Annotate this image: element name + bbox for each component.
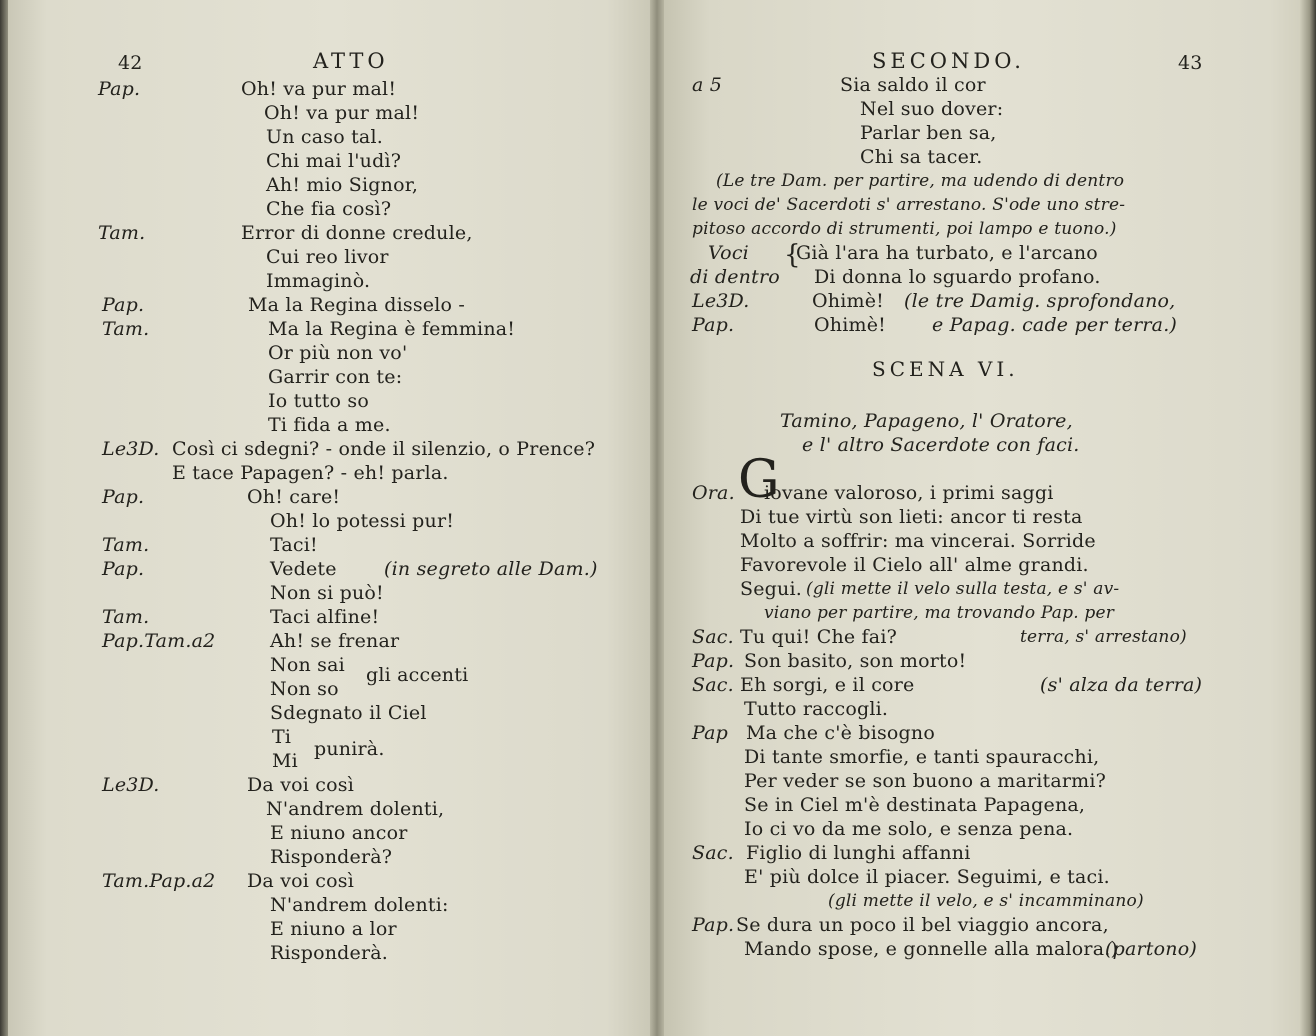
prose-line: Tutto raccogli. xyxy=(744,698,889,720)
prose-line: Favorevole il Cielo all' alme grandi. xyxy=(740,554,1089,576)
stage-direction: (in segreto alle Dam.) xyxy=(384,558,598,580)
verse-line: E niuno ancor xyxy=(270,822,408,844)
speaker-label: Sac. xyxy=(692,626,734,648)
verse-line: N'andrem dolenti: xyxy=(270,894,449,916)
verse-line: Da voi così xyxy=(247,870,354,892)
verse-line: punirà. xyxy=(314,738,385,760)
prose-line: Se dura un poco il bel viaggio ancora, xyxy=(736,914,1109,936)
running-header-right: SECONDO. xyxy=(872,49,1025,73)
verse-line: Di donna lo sguardo profano. xyxy=(814,266,1101,288)
verse-line: Sdegnato il Ciel xyxy=(270,702,427,724)
verse-line: Nel suo dover: xyxy=(860,98,1004,120)
verse-line: Or più non vo' xyxy=(268,342,408,364)
scene-characters: e l' altro Sacerdote con faci. xyxy=(802,434,1080,456)
prose-line: Ma che c'è bisogno xyxy=(746,722,935,744)
drop-cap: G xyxy=(738,450,780,510)
speaker-label: Pap. xyxy=(692,314,735,336)
verse-line: E tace Papagen? - eh! parla. xyxy=(172,462,449,484)
verse-line: Non sai xyxy=(270,654,345,676)
speaker-label: Pap. xyxy=(692,914,735,936)
verse-line: Ohimè! xyxy=(812,290,884,312)
verse-line: Ma la Regina disselo - xyxy=(248,294,466,316)
speaker-label: Le3D. xyxy=(102,774,160,796)
speaker-label: Pap. xyxy=(98,78,141,100)
speaker-label: Pap. xyxy=(102,558,145,580)
verse-line: Già l'ara ha turbato, e l'arcano xyxy=(796,242,1098,264)
speaker-label: Tam.Pap.a2 xyxy=(102,870,216,892)
speaker-label: di dentro xyxy=(690,266,780,288)
verse-line: Cui reo livor xyxy=(266,246,389,268)
verse-line: Ah! mio Signor, xyxy=(266,174,419,196)
brace: { xyxy=(784,240,801,270)
speaker-label: Ora. xyxy=(692,482,735,504)
stage-direction: le voci de' Sacerdoti s' arrestano. S'ode uno stre- xyxy=(692,195,1126,215)
speaker-label: Pap. xyxy=(692,650,735,672)
prose-line: Segui. xyxy=(740,578,802,600)
verse-line: Taci! xyxy=(270,534,318,556)
scene-characters: Tamino, Papageno, l' Oratore, xyxy=(780,410,1073,432)
stage-direction: (gli mette il velo sulla testa, e s' av- xyxy=(806,579,1120,599)
verse-line: Immaginò. xyxy=(266,270,371,292)
verse-line: Che fia così? xyxy=(266,198,392,220)
stage-direction: e Papag. cade per terra.) xyxy=(932,314,1178,336)
verse-line: Io tutto so xyxy=(268,390,369,412)
verse-line: Non si può! xyxy=(270,582,384,604)
stage-direction: terra, s' arrestano) xyxy=(1020,627,1187,647)
verse-line: Risponderà. xyxy=(270,942,389,964)
verse-line: Mi xyxy=(272,750,298,772)
speaker-label: Voci xyxy=(708,242,749,264)
verse-line: E niuno a lor xyxy=(270,918,397,940)
prose-line: Figlio di lunghi affanni xyxy=(746,842,971,864)
prose-line: Io ci vo da me solo, e senza pena. xyxy=(744,818,1074,840)
right-book-edge xyxy=(1300,0,1316,1036)
verse-line: Ah! se frenar xyxy=(270,630,400,652)
verse-line: N'andrem dolenti, xyxy=(266,798,445,820)
verse-line: Parlar ben sa, xyxy=(860,122,997,144)
speaker-label: Le3D. xyxy=(102,438,160,460)
speaker-label: Pap. xyxy=(102,486,145,508)
verse-line: Error di donne credule, xyxy=(241,222,473,244)
scene-title: SCENA VI. xyxy=(872,357,1019,381)
stage-direction: (Le tre Dam. per partire, ma udendo di dentro xyxy=(716,171,1125,191)
prose-line: Di tue virtù son lieti: ancor ti resta xyxy=(740,506,1083,528)
verse-line: Non so xyxy=(270,678,339,700)
stage-direction: (le tre Damig. sprofondano, xyxy=(904,290,1176,312)
prose-line: iovane valoroso, i primi saggi xyxy=(764,482,1054,504)
prose-line: Tu qui! Che fai? xyxy=(740,626,897,648)
verse-line: Sia saldo il cor xyxy=(840,74,986,96)
prose-line: Son basito, son morto! xyxy=(744,650,967,672)
verse-line: Risponderà? xyxy=(270,846,393,868)
speaker-label: Pap xyxy=(692,722,729,744)
speaker-label: Tam. xyxy=(102,606,150,628)
verse-line: Vedete xyxy=(270,558,337,580)
verse-line: Oh! care! xyxy=(247,486,341,508)
verse-line: gli accenti xyxy=(366,664,469,686)
speaker-label: Sac. xyxy=(692,674,734,696)
page-number-right: 43 xyxy=(1178,52,1203,74)
prose-line: Per veder se son buono a maritarmi? xyxy=(744,770,1107,792)
verse-line: Ti xyxy=(272,726,292,748)
running-header-left: ATTO xyxy=(313,49,389,73)
speaker-label: Tam. xyxy=(102,534,150,556)
verse-line: Oh! va pur mal! xyxy=(241,78,397,100)
speaker-label: Le3D. xyxy=(692,290,750,312)
verse-line: Oh! va pur mal! xyxy=(264,102,420,124)
speaker-label: Pap. xyxy=(102,294,145,316)
verse-line: Un caso tal. xyxy=(266,126,383,148)
verse-line: Taci alfine! xyxy=(270,606,380,628)
verse-line: Ohimè! xyxy=(814,314,886,336)
speaker-label: Pap.Tam.a2 xyxy=(102,630,216,652)
page-number-left: 42 xyxy=(118,52,143,74)
prose-line: Se in Ciel m'è destinata Papagena, xyxy=(744,794,1086,816)
prose-line: Mando spose, e gonnelle alla malora.) xyxy=(744,938,1119,960)
stage-direction: (gli mette il velo, e s' incamminano) xyxy=(828,891,1144,911)
verse-line: Ma la Regina è femmina! xyxy=(268,318,516,340)
stage-direction: (s' alza da terra) xyxy=(1040,674,1203,696)
stage-direction: (partono) xyxy=(1105,938,1197,960)
prose-line: E' più dolce il piacer. Seguimi, e taci. xyxy=(744,866,1110,888)
prose-line: Eh sorgi, e il core xyxy=(740,674,915,696)
verse-line: Oh! lo potessi pur! xyxy=(270,510,455,532)
speaker-label: Sac. xyxy=(692,842,734,864)
speaker-label: a 5 xyxy=(692,74,723,96)
stage-direction: pitoso accordo di strumenti, poi lampo e tuono.) xyxy=(692,219,1117,239)
verse-line: Così ci sdegni? - onde il silenzio, o Prence? xyxy=(172,438,596,460)
book-gutter xyxy=(650,0,664,1036)
verse-line: Da voi così xyxy=(247,774,354,796)
speaker-label: Tam. xyxy=(98,222,146,244)
verse-line: Chi mai l'udì? xyxy=(266,150,402,172)
verse-line: Garrir con te: xyxy=(268,366,403,388)
verse-line: Ti fida a me. xyxy=(268,414,391,436)
verse-line: Chi sa tacer. xyxy=(860,146,983,168)
stage-direction: viano per partire, ma trovando Pap. per xyxy=(764,603,1115,623)
prose-line: Molto a soffrir: ma vincerai. Sorride xyxy=(740,530,1096,552)
speaker-label: Tam. xyxy=(102,318,150,340)
prose-line: Di tante smorfie, e tanti spauracchi, xyxy=(744,746,1100,768)
